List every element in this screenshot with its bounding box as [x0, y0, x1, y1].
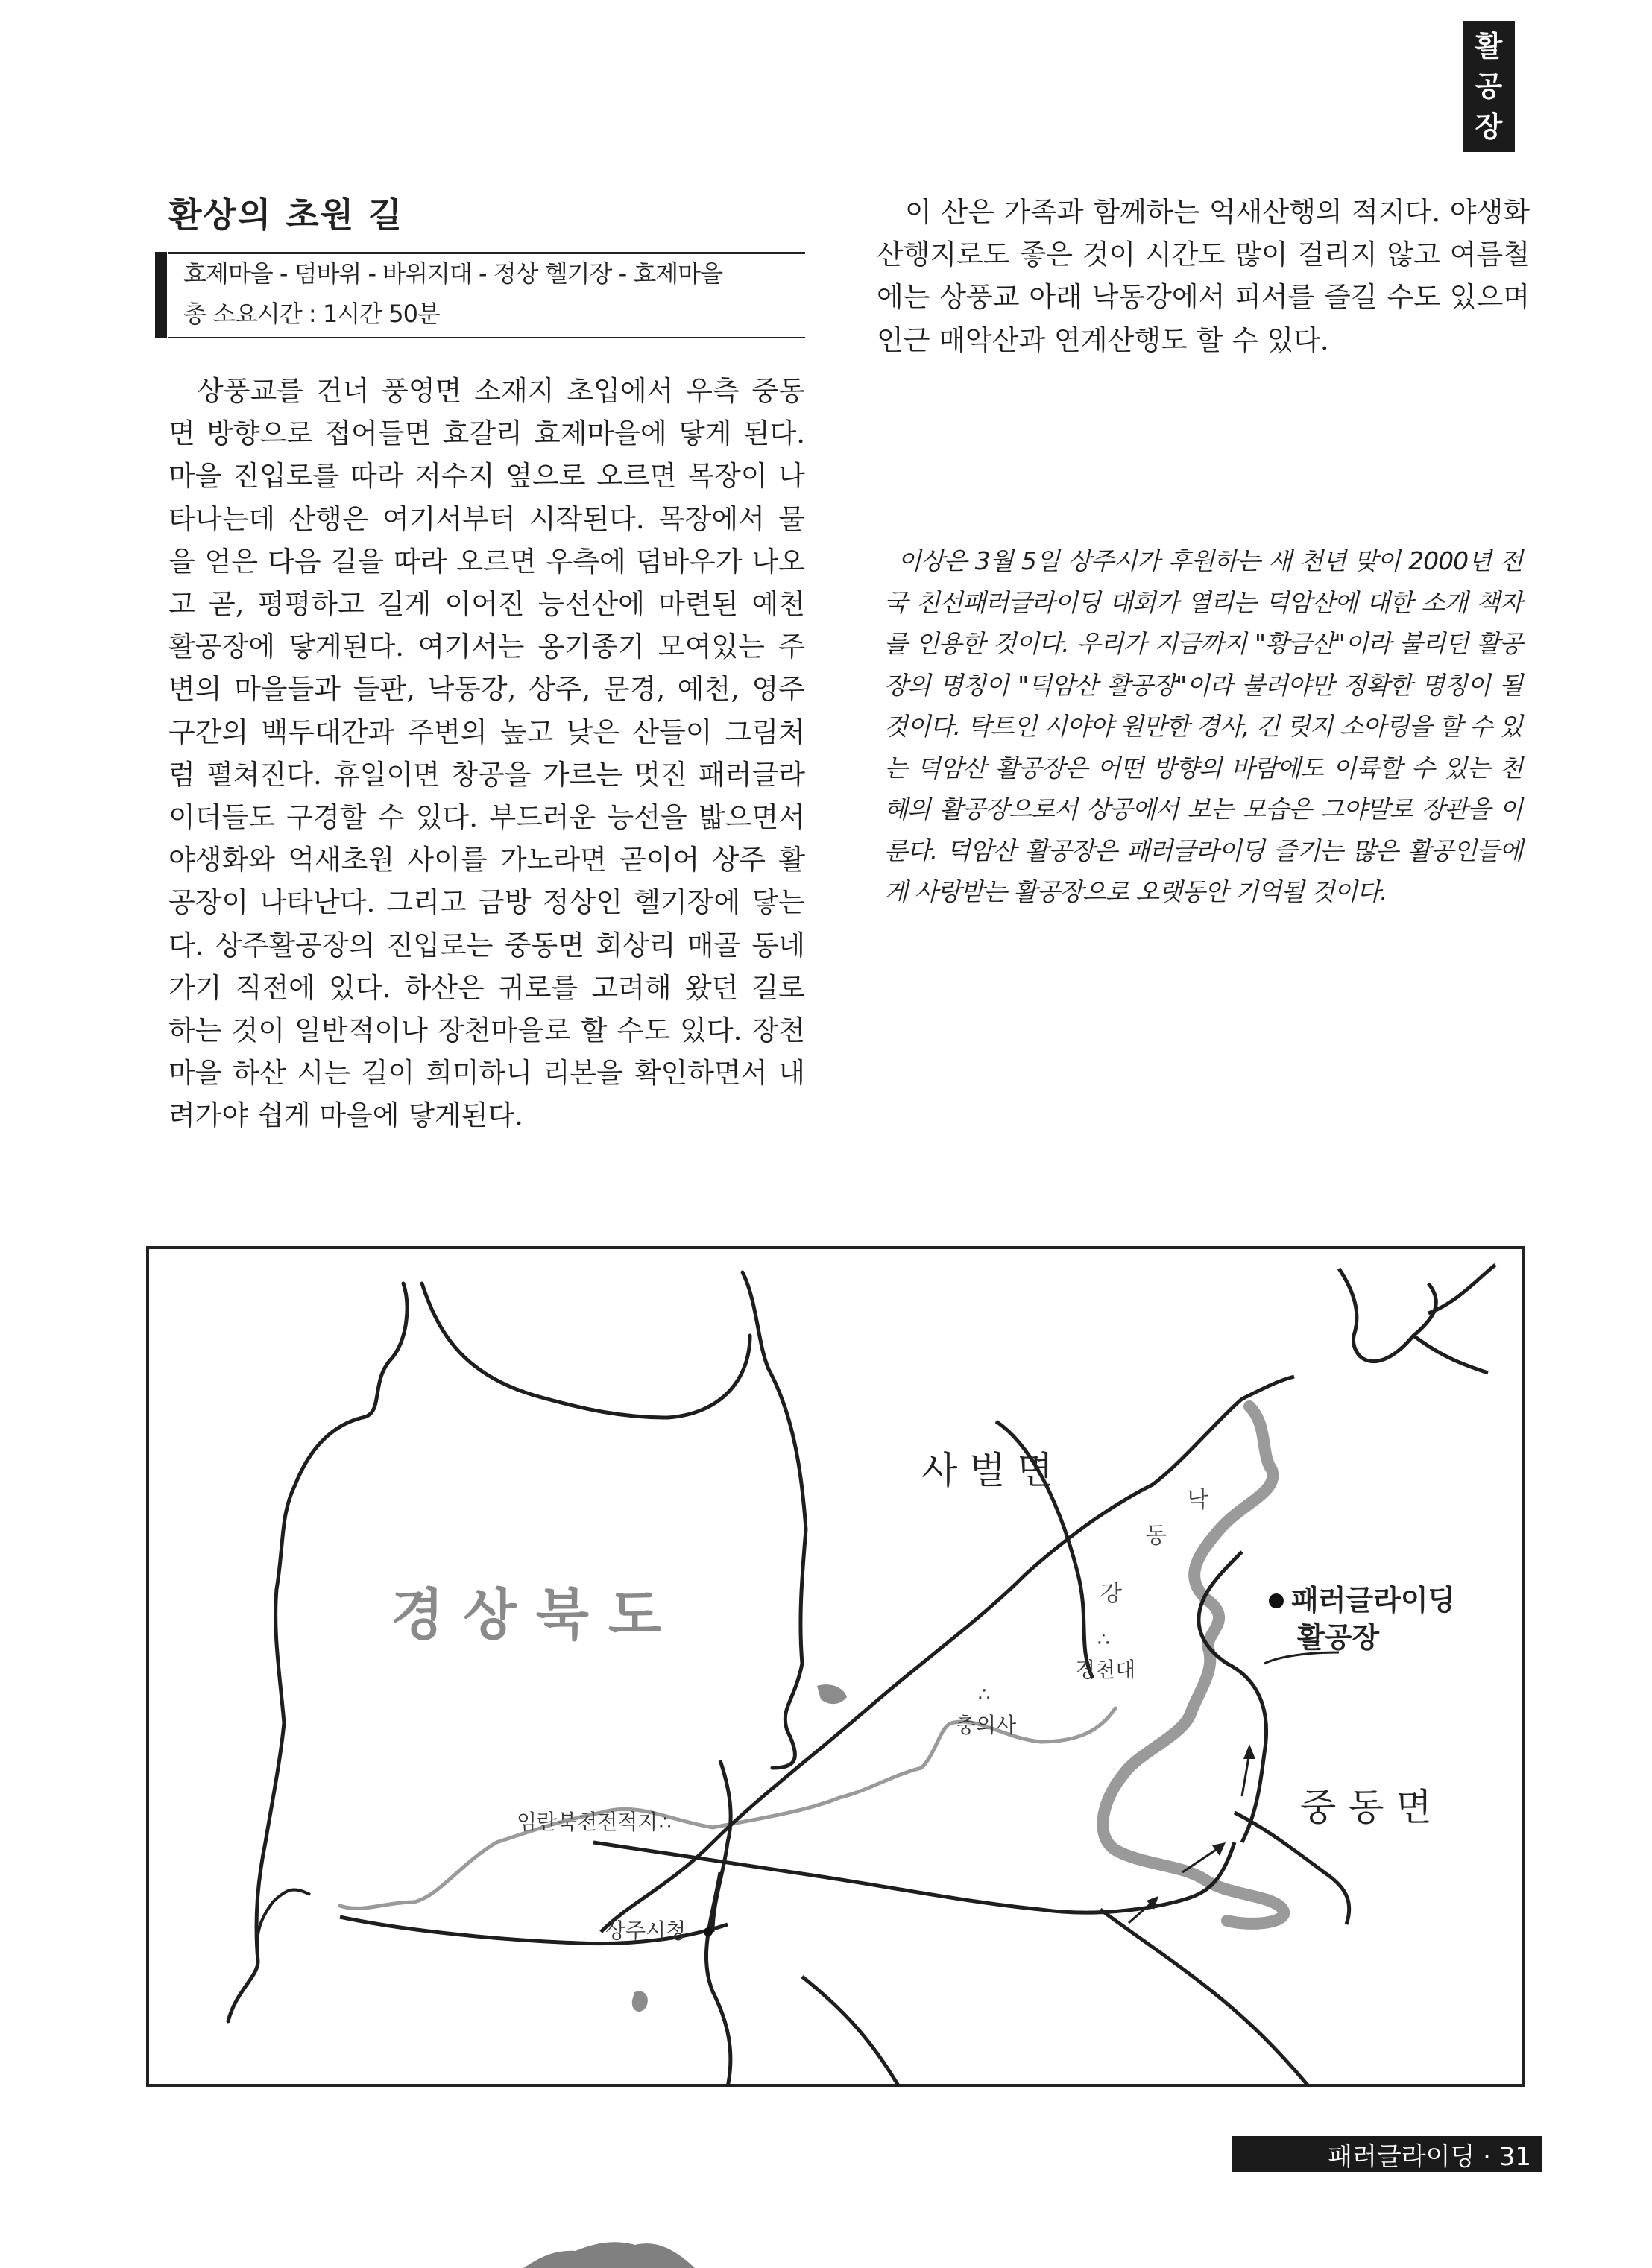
landmark-dots: ∴: [978, 1684, 991, 1706]
route-box-bar: [155, 252, 167, 338]
section-tab-char: 공: [1475, 70, 1503, 103]
section-tab-char: 장: [1475, 110, 1503, 143]
article-title: 환상의 초원 길: [168, 195, 403, 235]
river-label-char: 강: [1100, 1581, 1122, 1607]
landmark-imran: 임란북천전적지: [517, 1810, 658, 1834]
region-label: 경 상 북 도: [391, 1583, 662, 1647]
route-info-box: [155, 252, 805, 338]
article-body-left: 상풍교를 건너 풍영면 소재지 초입에서 우측 중동면 방향으로 접어들면 효갈리 효제마을에 닿게 된다. 마을 진입로를 따라 저수지 옆으로 오르면 목장이 나타나는데 산행은 여기서부터 시작된다. 목장에서 물을 얻은 다음 길을 따라 오르면 우측에 덤바우가 나오고 곧, 평평하고 길게 이어진 능선산에 마련된 예천 활공장에 닿게된다. 여기서는 옹기종기 모여있는 주변의 마을들과 들판, 낙동강, 상주, 문경, 예천, 영주 구간의 백두대간과 주변의 높고 낮은 산들이 그림처럼 펼쳐진다. 휴일이면 창공을 가르는 멋진 패러글라이더들도 구경할 수 있다. 부드러운 능선을 밟으면서 야생화와 억새초원 사이를 가노라면 곧이어 상주 활공장이 나타난다. 그리고 금방 정상인 헬기장에 닿는다. 상주활공장의 진입로는 중동면 회상리 매골 동네 가기 직전에 있다. 하산은 귀로를 고려해 왔던 길로 하는 것이 일반적이나 장천마을로 할 수도 있다. 장천마을 하산 시는 길이 희미하니 리본을 확인하면서 내려가야 쉽게 마을에 닿게된다.: [168, 375, 805, 1132]
route-map: [146, 1246, 1525, 2087]
section-tab-char: 활: [1475, 30, 1503, 63]
town-sabeol-label: 사 벌 면: [921, 1449, 1053, 1492]
launch-site-label: 활공장: [1297, 1621, 1380, 1654]
sangju-office-marker: [704, 1927, 713, 1936]
landmark-gyeongcheondae: 경천대: [1075, 1658, 1136, 1682]
route-duration: 총 소요시간 : 1시간 50분: [183, 300, 440, 328]
landmark-chungui: 충의사: [956, 1713, 1017, 1737]
page-footer: [1232, 2136, 1542, 2172]
landmark-sangju-office: 상주시청: [605, 1918, 687, 1943]
landmark-dots: ∴: [659, 1812, 672, 1834]
launch-site-label: 패러글라이딩: [1291, 1584, 1456, 1617]
article-note: 이상은 3월 5일 상주시가 후원하는 새 천년 맞이 2000년 전국 친선패러글라이딩 대회가 열리는 덕암산에 대한 소개 책자를 인용한 것이다. 우리가 지금까지 "황금산"이라 불리던 활공장의 명칭이 "덕암산 활공장"이라 불려야만 정확한 명칭이 될 것이다. 탁트인 시야야 원만한 경사, 긴 릿지 소아링을 할 수 있는 덕암산 활공장은 어떤 방향의 바람에도 이륙할 수 있는 천혜의 활공장으로서 상공에서 보는 모습은 그야말로 장관을 이룬다. 덕암산 활공장은 패러글라이딩 즐기는 많은 활공인들에게 사랑받는 활공장으로 오랫동안 기억될 것이다.: [884, 546, 1522, 906]
river-label-char: 동: [1145, 1523, 1167, 1549]
town-jungdong-label: 중 동 면: [1300, 1786, 1432, 1829]
river-label-char: 낙: [1187, 1487, 1208, 1513]
footer-label: 패러글라이딩 · 31: [1328, 2141, 1531, 2172]
section-tab: [1463, 21, 1515, 152]
scan-smudge: [523, 2236, 695, 2268]
route-box-bottom-rule: [168, 337, 805, 338]
map-frame: [148, 1248, 1524, 2085]
landmark-dots: ∴: [1097, 1629, 1110, 1651]
launch-site-marker: [1269, 1593, 1284, 1608]
route-box-top-rule: [168, 252, 805, 254]
route-summary: 효제마을 - 덤바위 - 바위지대 - 정상 헬기장 - 효제마을: [183, 259, 722, 288]
article-body-right: 이 산은 가족과 함께하는 억새산행의 적지다. 야생화 산행지로도 좋은 것이 시간도 많이 걸리지 않고 여름철에는 상풍교 아래 낙동강에서 피서를 즐길 수도 있으며 인근 매악산과 연계산행도 할 수 있다.: [877, 196, 1530, 356]
